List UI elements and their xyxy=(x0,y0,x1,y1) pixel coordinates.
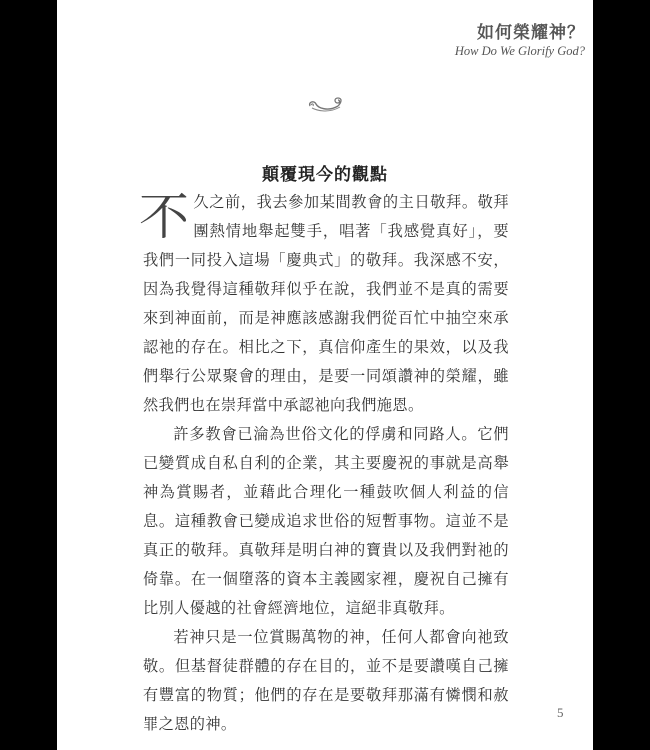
page-number: 5 xyxy=(557,705,564,720)
paragraph-3: 若神只是一位賞賜萬物的神，任何人都會向祂致敬。但基督徒群體的存在目的，並不是要讚嘆自己擁有豐富的物質；他們的存在是要敬拜那滿有憐憫和赦罪之恩的神。 xyxy=(143,628,509,733)
paragraph-1 xyxy=(139,188,509,420)
header-title-english: How Do We Glorify God? xyxy=(454,44,585,58)
flourish-ornament-icon xyxy=(306,96,346,116)
body-text xyxy=(139,188,509,739)
paragraph-1-text: 久之前，我去參加某間教會的主日敬拜。敬拜團熱情地舉起雙手，唱著「我感覺真好」，要我們一同投入這場「慶典式」的敬拜。我深感不安，因為我覺得這種敬拜似乎在說，我們並不是真的需要來到神面前，而是神應該感謝我們從百忙中抽空來承認祂的存在。相比之下，真信仰產生的果效，以及我們舉行公眾聚會的理由，是要一同頌讚神的榮耀，雖然我們也在崇拜當中承認祂向我們施恩。 xyxy=(143,193,509,414)
drop-cap: 不 xyxy=(139,188,190,246)
paragraph-2: 許多教會已淪為世俗文化的俘虜和同路人。它們已變質成自私自利的企業，其主要慶祝的事就是高舉神為賞賜者，並藉此合理化一種鼓吹個人利益的信息。這種教會已變成追求世俗的短暫事物。這並不是真正的敬拜。真敬拜是明白神的寶貴以及我們對祂的倚靠。在一個墮落的資本主義國家裡，慶祝自己擁有比別人優越的社會經濟地位，這絕非真敬拜。 xyxy=(143,425,509,617)
running-header xyxy=(455,22,585,59)
section-title: 顛覆現今的觀點 xyxy=(262,165,388,185)
book-page xyxy=(57,0,593,750)
header-title-chinese: 如何榮耀神？ xyxy=(477,23,585,43)
